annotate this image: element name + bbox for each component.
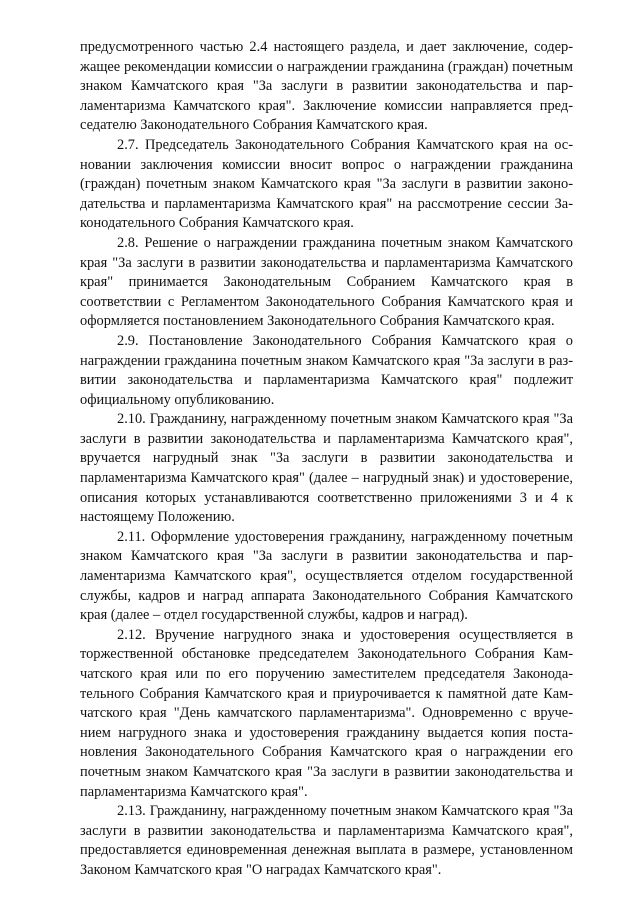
paragraph-2-13: 2.13. Гражданину, награжденному почетным знаком Камчатского края "За заслуги в развитии законодательства и парламентаризма Камчатского края", предоставляется единовременная денежная выплата в размере, установленном Законом Камчатского края "О наградах Камчатского края". [80,803,573,878]
paragraph-continuation: предусмотренного частью 2.4 настоящего раздела, и дает заключение, содержащее рекомендации комиссии о награждении гражданина (граждан) почетным знаком Камчатского края "За заслуги в развитии законодательства и парламентаризма Камчатского края". Заключение комиссии направляется председателю Законодательного Собрания Камчатского края. [80,39,573,134]
paragraph-2-8: 2.8. Решение о награждении гражданина почетным знаком Камчатского края "За заслуги в развитии законодательства и парламентаризма Камчатского края" принимается Законодательным Собранием Камчатского края в соответствии с Регламентом Законодательного Собрания Камчатского края и оформляется постановлением Законодательного Собрания Камчатского края. [80,234,573,330]
paragraph-2-9: 2.9. Постановление Законодательного Собрания Камчатского края о награждении гражданина почетным знаком Камчатского края "За заслуги в развитии законодательства и парламентаризма Камчатского края" подлежит официальному опубликованию. [80,332,573,408]
paragraph-2-11: 2.11. Оформление удостоверения гражданину, награжденному почетным знаком Камчатского края "За заслуги в развитии законодательства и парламентаризма Камчатского края", осуществляется отделом государственной службы, кадров и наград аппарата Законодательного Собрания Камчатского края (далее – отдел государственной службы, кадров и наград). [80,528,573,624]
paragraph-2-12: 2.12. Вручение нагрудного знака и удостоверения осуществляется в торжественной обстановке председателем Законодательного Собрания Камчатского края или по его поручению заместителем председателя Законодательного Собрания Камчатского края и приурочивается к памятной дате Камчатского края "День камчатского парламентаризма". Одновременно с вручением нагрудного знака и удостоверения гражданину выдается копия постановления Законодательного Собрания Камчатского края о награждении его почетным знаком Камчатского края "За заслуги в развитии законодательства и парламентаризма Камчатского края". [80,626,573,800]
paragraph-2-10: 2.10. Гражданину, награжденному почетным знаком Камчатского края "За заслуги в развитии законодательства и парламентаризма Камчатского края", вручается нагрудный знак "За заслуги в развитии законодательства и парламентаризма Камчатского края" (далее – нагрудный знак) и удостоверение, описания которых устанавливаются соответственно приложениями 3 и 4 к настоящему Положению. [80,411,573,526]
paragraph-2-7: 2.7. Председатель Законодательного Собрания Камчатского края на основании заключения комиссии вносит вопрос о награждении гражданина (граждан) почетным знаком Камчатского края "За заслуги в развитии законодательства и парламентаризма Камчатского края" на рассмотрение сессии Законодательного Собрания Камчатского края. [80,136,573,232]
document-page [80,38,573,881]
